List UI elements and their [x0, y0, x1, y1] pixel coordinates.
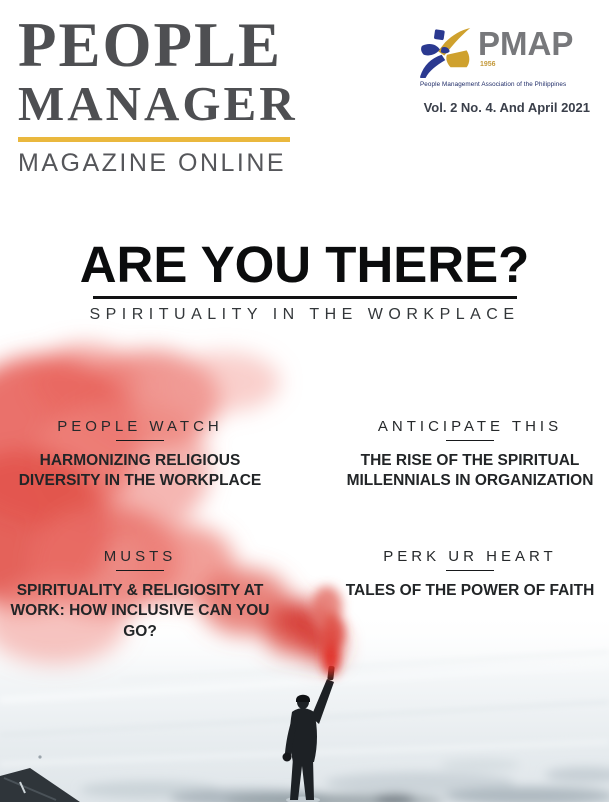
masthead-subtitle: MAGAZINE ONLINE	[18, 149, 287, 177]
section-label: MUSTS	[103, 548, 177, 565]
headline-block	[0, 238, 609, 324]
section-title: HARMONIZING RELIGIOUS DIVERSITY IN THE WORKPLACE	[18, 452, 262, 490]
issue-info: Vol. 2 No. 4. And April 2021	[423, 100, 590, 115]
section-anticipate-this	[338, 418, 602, 492]
section-label: PERK UR HEART	[383, 548, 557, 565]
section-rule	[446, 570, 494, 571]
pmap-tagline: People Management Association of the Philippines	[420, 81, 567, 88]
section-title: TALES OF THE POWER OF FAITH	[345, 582, 595, 599]
cover-subheadline: SPIRITUALITY IN THE WORKPLACE	[89, 305, 520, 323]
section-title: THE RISE OF THE SPIRITUAL MILLENNIALS IN ORGANIZATION	[346, 452, 594, 490]
pmap-year: 1956	[480, 61, 496, 69]
section-people-watch	[8, 418, 272, 492]
section-rule	[446, 440, 494, 441]
section-label: PEOPLE WATCH	[57, 418, 223, 435]
masthead-accent-rule	[18, 137, 290, 142]
section-rule	[116, 570, 164, 571]
section-perk-ur-heart	[338, 548, 602, 601]
cover-headline: ARE YOU THERE?	[79, 236, 530, 293]
section-label: ANTICIPATE THIS	[377, 418, 563, 435]
section-musts	[4, 548, 276, 642]
distant-object	[38, 755, 41, 758]
section-rule	[116, 440, 164, 441]
pmap-wordmark: PMAP	[478, 25, 574, 62]
pmap-block	[420, 25, 598, 115]
masthead-title-line1: PEOPLE	[18, 10, 283, 80]
masthead-title-line2: MANAGER	[18, 76, 298, 131]
section-title: SPIRITUALITY & RELIGIOSITY AT WORK: HOW INCLUSIVE CAN YOU GO?	[10, 582, 270, 640]
pmap-logo-icon	[420, 28, 474, 78]
masthead	[18, 10, 298, 178]
headline-rule	[93, 296, 517, 299]
